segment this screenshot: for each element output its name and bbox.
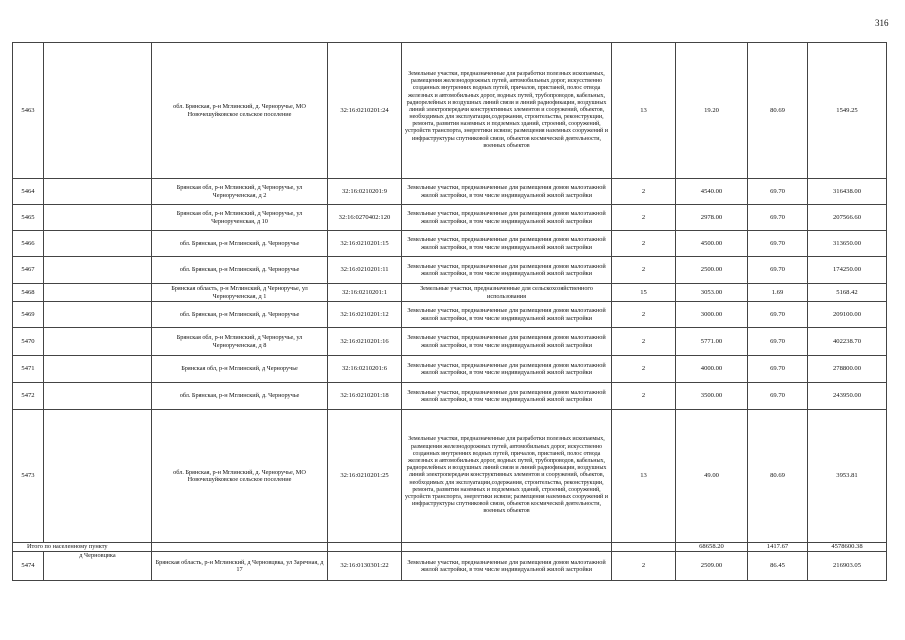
table-row [13,257,887,284]
address-cell: обл. Брянская, р-н Мглинский, д. Черноручье [152,302,328,328]
land-purpose-cell: Земельные участки, предназначенные для размещения домов малоэтажной жилой застройки, в том числе индивидуальной жилой застройки [402,231,612,257]
cadastral-number-cell: 32:16:0210201:25 [328,410,402,543]
rate-cell: 69.70 [748,231,808,257]
rate-cell: 80.69 [748,410,808,543]
cadastral-number-cell: 32:16:0270402:120 [328,205,402,231]
value-cell: 313650.00 [808,231,887,257]
table-row [13,43,887,179]
row-number: 5465 [13,205,44,231]
page-number: 316 [875,18,889,28]
locality-cell [44,356,152,383]
address-cell: обл. Брянская, р-н Мглинский, д. Черноручье, МО Новочешуйковское сельское поселение [152,43,328,179]
land-purpose-cell: Земельные участки, предназначенные для размещения домов малоэтажной жилой застройки, в том числе индивидуальной жилой застройки [402,205,612,231]
cadastral-number-cell: 32:16:0210201:9 [328,179,402,205]
value-cell: 3953.81 [808,410,887,543]
address-cell: обл. Брянская, р-н Мглинский, д. Черноручье [152,257,328,284]
table-row [13,328,887,356]
locality-cell [44,205,152,231]
address-cell: Брянская область, р-н Мглинский, д Черноручье, ул Чернорученская, д 1 [152,284,328,302]
area-cell: 3500.00 [676,383,748,410]
land-purpose-cell: Земельные участки, предназначенные для сельскохозяйственного использования [402,284,612,302]
empty-cell [152,543,328,552]
area-cell: 2509.00 [676,552,748,581]
table-row [13,410,887,543]
address-cell: обл. Брянская, р-н Мглинский, д. Черноручье [152,231,328,257]
value-cell: 402238.70 [808,328,887,356]
row-number: 5470 [13,328,44,356]
purpose-code-cell: 2 [612,328,676,356]
area-cell: 3053.00 [676,284,748,302]
purpose-code-cell: 15 [612,284,676,302]
row-number: 5463 [13,43,44,179]
value-cell: 1549.25 [808,43,887,179]
empty-cell [402,543,612,552]
rate-cell: 69.70 [748,205,808,231]
address-cell: Брянская область, р-н Мглинский, д Черновцвка, ул Заречная, д 17 [152,552,328,581]
locality-cell [44,328,152,356]
cadastral-number-cell: 32:16:0210201:24 [328,43,402,179]
rate-cell: 69.70 [748,302,808,328]
purpose-code-cell: 2 [612,179,676,205]
rate-cell: 69.70 [748,383,808,410]
area-cell: 3000.00 [676,302,748,328]
subtotal-label: Итого по населенному пункту [13,543,152,552]
cadastral-number-cell: 32:16:0210201:6 [328,356,402,383]
value-cell: 316438.00 [808,179,887,205]
purpose-code-cell: 2 [612,552,676,581]
purpose-code-cell: 2 [612,231,676,257]
purpose-code-cell: 2 [612,205,676,231]
locality-cell [44,231,152,257]
row-number: 5474 [13,552,44,581]
row-number: 5472 [13,383,44,410]
address-cell: Брянская обл, р-н Мглинский, д Черноручье, ул Чернорученская, д 2 [152,179,328,205]
purpose-code-cell: 2 [612,356,676,383]
subtotal-rate: 1417.67 [748,543,808,552]
land-purpose-cell: Земельные участки, предназначенные для разработки полезных ископаемых, размещения железнодорожных путей, автомобильных дорог, искусственно созданных внутренних водных путей, причалов, пристаней, полос отвода железных и автомобильных дорог, водных путей, трубопроводов, кабельных, радиорелейных и воздушных линий связи и линий радиофикации, воздушных линий электропередачи конструктивных элементов и сооружений, объектов, необходимых для эксплуатации,содержания, строительства, реконструкции, ремонта, развития наземных и подземных зданий, строений, сооружений, устройств транспорта, энергетики исвязи; размещения наземных сооружений и инфраструктуры спутниковой связи, объектов космической деятельности, военных объектов [402,43,612,179]
cadastral-number-cell: 32:16:0210201:18 [328,383,402,410]
table-row [13,231,887,257]
address-cell: обл. Брянская, р-н Мглинский, д. Черноручье, МО Новочешуйковское сельское поселение [152,410,328,543]
table-row [13,552,887,581]
area-cell: 2500.00 [676,257,748,284]
land-purpose-cell: Земельные участки, предназначенные для размещения домов малоэтажной жилой застройки, в том числе индивидуальной жилой застройки [402,328,612,356]
value-cell: 5168.42 [808,284,887,302]
row-number: 5467 [13,257,44,284]
value-cell: 174250.00 [808,257,887,284]
land-registry-table [12,42,887,581]
cadastral-number-cell: 32:16:0210201:16 [328,328,402,356]
purpose-code-cell: 2 [612,257,676,284]
cadastral-number-cell: 32:16:0210201:1 [328,284,402,302]
table-row [13,284,887,302]
rate-cell: 1.69 [748,284,808,302]
locality-cell [44,383,152,410]
rate-cell: 86.45 [748,552,808,581]
land-purpose-cell: Земельные участки, предназначенные для размещения домов малоэтажной жилой застройки, в том числе индивидуальной жилой застройки [402,552,612,581]
area-cell: 2978.00 [676,205,748,231]
value-cell: 278800.00 [808,356,887,383]
row-number: 5464 [13,179,44,205]
locality-cell [44,179,152,205]
address-cell: Брянская обл, р-н Мглинский, д Черноручье [152,356,328,383]
locality-cell [44,284,152,302]
land-purpose-cell: Земельные участки, предназначенные для размещения домов малоэтажной жилой застройки, в том числе индивидуальной жилой застройки [402,257,612,284]
subtotal-row [13,543,887,552]
area-cell: 19.20 [676,43,748,179]
locality-cell [44,302,152,328]
land-purpose-cell: Земельные участки, предназначенные для разработки полезных ископаемых, размещения железнодорожных путей, автомобильных дорог, искусственно созданных внутренних водных путей, причалов, пристаней, полос отвода железных и автомобильных дорог, водных путей, трубопроводов, кабельных, радиорелейных и воздушных линий связи и линий радиофикации, воздушных линий электропередачи конструктивных элементов и сооружений, объектов, необходимых для эксплуатации,содержания, строительства, реконструкции, ремонта, развития наземных и подземных зданий, строений, сооружений, устройств транспорта, энергетики исвязи; размещения наземных сооружений и инфраструктуры спутниковой связи, объектов космической деятельности, военных объектов [402,410,612,543]
rate-cell: 69.70 [748,179,808,205]
table-body [13,43,887,581]
rate-cell: 69.70 [748,257,808,284]
land-purpose-cell: Земельные участки, предназначенные для размещения домов малоэтажной жилой застройки, в том числе индивидуальной жилой застройки [402,356,612,383]
empty-cell [612,543,676,552]
locality-cell [44,43,152,179]
cadastral-number-cell: 32:16:0130301:22 [328,552,402,581]
row-number: 5466 [13,231,44,257]
cadastral-number-cell: 32:16:0210201:12 [328,302,402,328]
subtotal-value: 4578600.38 [808,543,887,552]
row-number: 5471 [13,356,44,383]
table-row [13,356,887,383]
locality-cell [44,257,152,284]
table-row [13,302,887,328]
empty-cell [328,543,402,552]
value-cell: 216903.05 [808,552,887,581]
value-cell: 209100.00 [808,302,887,328]
cadastral-number-cell: 32:16:0210201:11 [328,257,402,284]
land-purpose-cell: Земельные участки, предназначенные для размещения домов малоэтажной жилой застройки, в том числе индивидуальной жилой застройки [402,302,612,328]
rate-cell: 69.70 [748,356,808,383]
subtotal-area: 68658.20 [676,543,748,552]
table-row [13,383,887,410]
purpose-code-cell: 2 [612,302,676,328]
locality-cell [44,410,152,543]
purpose-code-cell: 2 [612,383,676,410]
purpose-code-cell: 13 [612,410,676,543]
area-cell: 5771.00 [676,328,748,356]
address-cell: Брянская обл, р-н Мглинский, д Черноручье, ул Чернорученская, д 10 [152,205,328,231]
row-number: 5468 [13,284,44,302]
area-cell: 4540.00 [676,179,748,205]
address-cell: обл. Брянская, р-н Мглинский, д. Черноручье [152,383,328,410]
value-cell: 207566.60 [808,205,887,231]
value-cell: 243950.00 [808,383,887,410]
area-cell: 4500.00 [676,231,748,257]
table-row [13,205,887,231]
land-purpose-cell: Земельные участки, предназначенные для размещения домов малоэтажной жилой застройки, в том числе индивидуальной жилой застройки [402,383,612,410]
area-cell: 49.00 [676,410,748,543]
rate-cell: 69.70 [748,328,808,356]
row-number: 5469 [13,302,44,328]
area-cell: 4000.00 [676,356,748,383]
row-number: 5473 [13,410,44,543]
land-purpose-cell: Земельные участки, предназначенные для размещения домов малоэтажной жилой застройки, в том числе индивидуальной жилой застройки [402,179,612,205]
purpose-code-cell: 13 [612,43,676,179]
rate-cell: 80.69 [748,43,808,179]
locality-cell: д Черновцвка [44,552,152,581]
cadastral-number-cell: 32:16:0210201:15 [328,231,402,257]
address-cell: Брянская обл, р-н Мглинский, д Черноручье, ул Чернорученская, д 8 [152,328,328,356]
table-row [13,179,887,205]
